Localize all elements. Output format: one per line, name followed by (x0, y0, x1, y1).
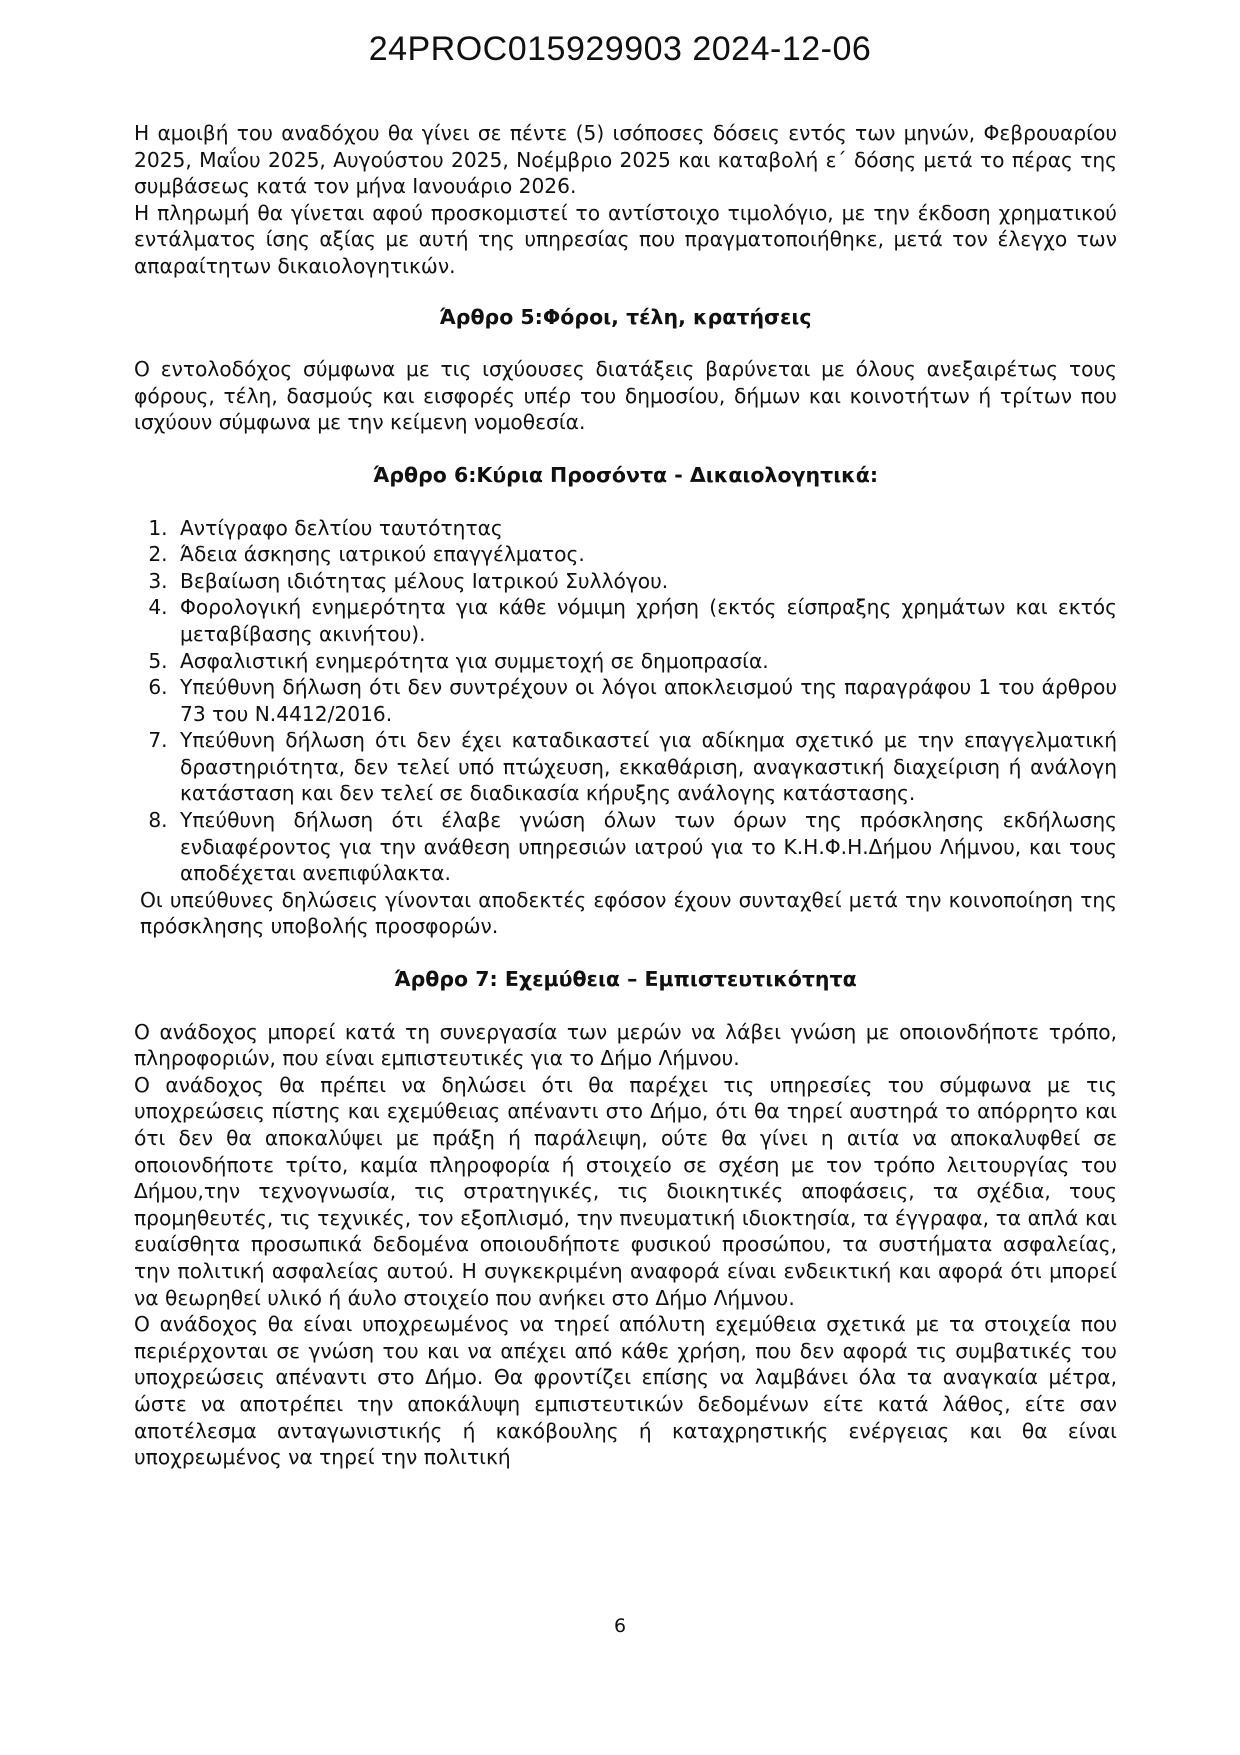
article-5-title: Άρθρο 5:Φόροι, τέλη, κρατήσεις (439, 304, 812, 329)
list-item: 7. Υπεύθυνη δήλωση ότι δεν έχει καταδικαστεί για αδίκημα σχετικό με την επαγγελματική δραστηριότητα, δεν τελεί υπό πτώχευση, εκκαθάριση, αναγκαστική διαχείριση ή ανάλογη κατάσταση και δεν τελεί σε διαδικασία κήρυξης ανάλογης κατάστασης. (174, 727, 1117, 807)
list-item: 1. Αντίγραφο δελτίου ταυτότητας (174, 515, 1117, 542)
declarations-note: Οι υπεύθυνες δηλώσεις γίνονται αποδεκτές εφόσον έχουν συνταχθεί μετά την κοινοποίηση της πρόσκλησης υποβολής προσφορών. (140, 887, 1117, 939)
article-5-paragraph: Ο εντολοδόχος σύμφωνα με τις ισχύουσες διατάξεις βαρύνεται με όλους ανεξαιρέτως τους φόρους, τέλη, δασμούς και εισφορές υπέρ του δημοσίου, δήμων και κοινοτήτων ή τρίτων που ισχύουν σύμφωνα με την κείμενη νομοθεσία. (134, 357, 1117, 435)
article-6-title: Άρθρο 6:Κύρια Προσόντα - Δικαιολογητικά: (372, 462, 879, 487)
article-7-title: Άρθρο 7: Εχεμύθεια – Εμπιστευτικότητα (394, 967, 857, 992)
document-id-header: 24PROC015929903 2024-12-06 (368, 30, 872, 68)
list-item: 8. Υπεύθυνη δήλωση ότι έλαβε γνώση όλων των όρων της πρόσκλησης εκδήλωσης ενδιαφέροντος για την ανάθεση υπηρεσιών ιατρού για το Κ.Η.Φ.Η.Δήμου Λήμνου, και τους αποδέχεται ανεπιφύλακτα. (174, 807, 1117, 887)
article-7-paragraph-1: Ο ανάδοχος μπορεί κατά τη συνεργασία των μερών να λάβει γνώση με οποιονδήποτε τρόπο, πληροφοριών, που είναι εμπιστευτικές για το Δήμο Λήμνου. (134, 1019, 1117, 1071)
requirements-list (134, 515, 1117, 887)
list-item: 5. Ασφαλιστική ενημερότητα για συμμετοχή σε δημοπρασία. (174, 648, 1117, 675)
article-7-paragraph-3: Ο ανάδοχος θα είναι υποχρεωμένος να τηρεί απόλυτη εχεμύθεια σχετικά με τα στοιχεία που περιέρχονται σε γνώση του και να απέχει από κάθε χρήση, που δεν αφορά τις συμβατικές του υποχρεώσεις απέναντι στο Δήμο. Θα φροντίζει επίσης να λαμβάνει όλα τα αναγκαία μέτρα, ώστε να αποτρέπει την αποκάλυψη εμπιστευτικών δεδομένων είτε κατά λάθος, είτε σαν αποτέλεσμα ανταγωνιστικής ή κακόβουλης ή καταχρηστικής ενέργειας και θα είναι υποχρεωμένος να τηρεί την πολιτική (134, 1312, 1117, 1470)
page-content (134, 120, 1117, 1471)
page-number: 6 (613, 1615, 627, 1637)
list-item: 4. Φορολογική ενημερότητα για κάθε νόμιμη χρήση (εκτός είσπραξης χρημάτων και εκτός μεταβίβασης ακινήτου). (174, 594, 1117, 647)
payment-schedule-paragraph: Η αμοιβή του αναδόχου θα γίνει σε πέντε (5) ισόποσες δόσεις εντός των μηνών, Φεβρουαρίου 2025, Μαΐου 2025, Αυγούστου 2025, Νοέμβριο 2025 και καταβολή ε΄ δόσης μετά το πέρας της συμβάσεως κατά τον μήνα Ιανουάριο 2026. (134, 121, 1117, 199)
list-item: 3. Βεβαίωση ιδιότητας μέλους Ιατρικού Συλλόγου. (174, 568, 1117, 595)
article-7-paragraph-2: Ο ανάδοχος θα πρέπει να δηλώσει ότι θα παρέχει τις υπηρεσίες του σύμφωνα με τις υποχρεώσεις πίστης και εχεμύθειας απέναντι στο Δήμο, ότι θα τηρεί αυστηρά το απόρρητο και ότι δεν θα αποκαλύψει με πράξη ή παράλειψη, ούτε θα γίνει η αιτία να αποκαλυφθεί σε οποιονδήποτε τρίτο, καμία πληροφορία ή στοιχείο σε σχέση με τον τρόπο λειτουργίας του Δήμου,την τεχνογνωσία, τις στρατηγικές, τις διοικητικές αποφάσεις, τα σχέδια, τους προμηθευτές, τις τεχνικές, τον εξοπλισμό, την πνευματική ιδιοκτησία, τα έγγραφα, τα απλά και ευαίσθητα προσωπικά δεδομένα οποιουδήποτε φυσικού προσώπου, τα συστήματα ασφαλείας, την πολιτική ασφαλείας αυτού. Η συγκεκριμένη αναφορά είναι ενδεικτική και αφορά ότι μπορεί να θεωρηθεί υλικό ή άυλο στοιχείο που ανήκει στο Δήμο Λήμνου. (134, 1072, 1117, 1310)
list-item: 2. Άδεια άσκησης ιατρικού επαγγέλματος. (174, 541, 1117, 568)
list-item: 6. Υπεύθυνη δήλωση ότι δεν συντρέχουν οι λόγοι αποκλεισμού της παραγράφου 1 του άρθρου 73 του Ν.4412/2016. (174, 674, 1117, 727)
payment-method-paragraph: Η πληρωμή θα γίνεται αφού προσκομιστεί το αντίστοιχο τιμολόγιο, με την έκδοση χρηματικού εντάλματος ίσης αξίας με αυτή της υπηρεσίας που πραγματοποιήθηκε, μετά τον έλεγχο των απαραίτητων δικαιολογητικών. (134, 200, 1117, 278)
